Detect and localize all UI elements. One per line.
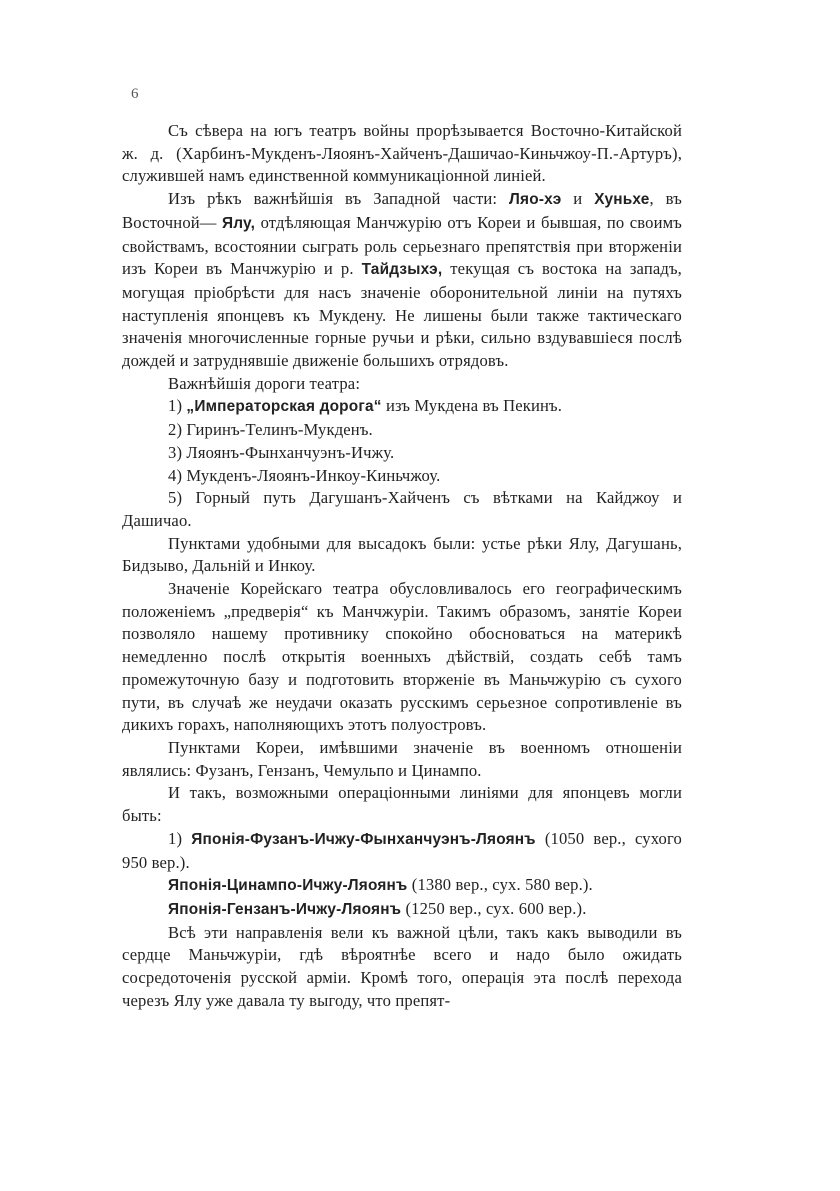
paragraph-rivers — [122, 188, 682, 373]
text-span: Изъ рѣкъ важнѣйшія въ Западной части: — [168, 189, 510, 209]
river-liao-he: Ляо-хэ — [509, 191, 562, 209]
route-name: Японія-Фузанъ-Ичжу-Фынханчуэнъ-Ляоянъ — [191, 830, 536, 848]
route-3 — [122, 898, 682, 922]
river-yalu: Ялу, — [222, 214, 256, 232]
text-span: текущая съ востока на западъ, могущая пріобрѣсти для насъ значеніе оборонительной линіи на путяхъ наступленія японцевъ къ Мукдену. Не лишены были также тактическаго значенія многочисленные горные ручьи и рѣки, сильно вздувавшіеся послѣ дождей и затруднявшіе движеніе большихъ отрядовъ. — [122, 259, 682, 371]
road-item-3: 3) Ляоянъ-Фынханчуэнъ-Ичжу. — [168, 442, 395, 462]
paragraph-operation-lines: И такъ, возможными операціонными линіями для японцевъ могли быть: — [122, 783, 682, 826]
paragraph-railway: Съ сѣвера на югъ театръ войны прорѣзывается Восточно-Китайской ж. д. (Харбинъ-Мукденъ-Ляоянъ-Хайченъ-Дашичао-Киньчжоу-П.-Артуръ), служившей намъ единственной коммуникаціонной линіей. — [122, 121, 682, 186]
road-item-4: 4) Мукденъ-Ляоянъ-Инкоу-Киньчжоу. — [168, 465, 441, 485]
route-2 — [122, 874, 682, 898]
text-span: (1050 вер., сухого 950 вер.). — [122, 828, 682, 872]
route-name: Японія-Гензанъ-Ичжу-Ляоянъ — [168, 900, 402, 918]
item-number: 1) — [168, 396, 187, 416]
text-span: и — [561, 189, 595, 209]
imperial-road: „Императорская дорога“ — [186, 398, 382, 416]
route-1 — [122, 828, 682, 874]
route-name: Японія-Цинампо-Ичжу-Ляоянъ — [168, 877, 408, 895]
text-span: , въ Восточной— — [122, 189, 682, 232]
road-item-2: 2) Гиринъ-Телинъ-Мукденъ. — [168, 420, 373, 440]
paragraph-roads-heading: Важнѣйшія дороги театра: — [168, 373, 361, 393]
text-span: (1380 вер., сух. 580 вер.). — [407, 875, 593, 895]
road-item-5: 5) Горный путь Дагушанъ-Хайченъ съ вѣтками на Кайджоу и Дашичао. — [122, 488, 682, 530]
river-hunhe: Хуньхе — [594, 191, 650, 209]
text-span: отдѣляющая Манчжурію отъ Кореи и бывшая, по своимъ свойствамъ, всостоянии сыграть роль серьезнаго препятствія при вторженіи изъ Кореи въ Манчжурію и р. — [122, 212, 683, 279]
paragraph-directions: Всѣ эти направленія вели къ важной цѣли, такъ какъ выводили въ сердце Маньчжуріи, гдѣ вѣроятнѣе всего и надо было ожидать сосредоточенія русской арміи. Кромѣ того, операція эта послѣ перехода черезъ Ялу уже давала ту выгоду, что препят- — [122, 922, 682, 1010]
text-span: изъ Мукдена въ Пекинъ. — [381, 396, 563, 416]
paragraph-korea-points: Пунктами Кореи, имѣвшими значеніе въ военномъ отношеніи являлись: Фузанъ, Гензанъ, Чемульпо и Цинампо. — [122, 737, 682, 780]
paragraph-landing-points: Пунктами удобными для высадокъ были: устье рѣки Ялу, Дагушань, Бидзыво, Дальній и Инкоу. — [122, 533, 682, 576]
page-number: 6 — [131, 86, 139, 102]
road-item-1 — [122, 395, 682, 419]
item-number: 1) — [168, 828, 192, 848]
page-text — [122, 120, 682, 1012]
paragraph-korean-theatre: Значеніе Корейскаго театра обусловливалось его географическимъ положеніемъ „предверія“ къ Манчжуріи. Такимъ образомъ, занятіе Кореи позволяло нашему противнику спокойно обосноваться на материкѣ немедленно послѣ открытія военныхъ дѣйствій, создать себѣ тамъ промежуточную базу и подготовить вторженіе въ Маньчжурію съ сухого пути, въ случаѣ же неудачи оказать русскимъ серьезное сопротивленіе въ дикихъ горахъ, наполняющихъ этотъ полуостровъ. — [122, 579, 682, 735]
river-taidzyhe: Тайдзыхэ, — [361, 261, 443, 279]
text-span: (1250 вер., сух. 600 вер.). — [401, 898, 587, 918]
